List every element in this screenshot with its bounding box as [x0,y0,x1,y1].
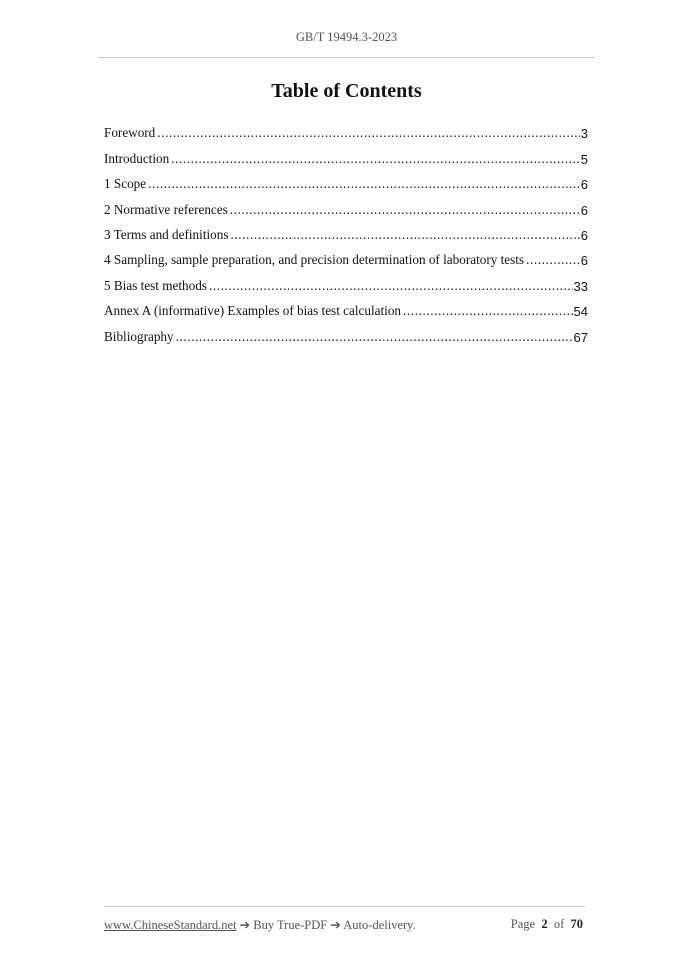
dot-leader [230,227,579,243]
page-title: Table of Contents [271,80,422,102]
dot-leader [403,303,573,319]
page-word: Page [510,917,536,931]
toc-entry-foreword[interactable] [104,116,588,141]
arrow-right-icon: ➔ [330,918,341,932]
toc-entry-label: Foreword [104,125,156,141]
arrow-right-icon: ➔ [239,918,251,932]
page-total: 70 [570,917,583,931]
toc-entry-page: 6 [580,177,588,193]
toc-entry-label: Introduction [104,150,170,166]
toc-entry-page: 3 [580,126,588,142]
toc-entry-page: 54 [573,304,588,320]
toc-entry-introduction[interactable] [104,141,588,166]
buy-true-pdf-text: Buy True-PDF [253,918,328,932]
toc-entry-normative-references[interactable] [104,192,588,217]
toc-entry-page: 67 [573,329,588,345]
running-header: GB/T 19494.3-2023 [295,30,398,44]
toc-entry-page: 6 [580,202,588,218]
page-current: 2 [541,917,548,931]
dot-leader [526,252,580,268]
toc-entry-label: 5 Bias test methods [104,277,207,293]
toc-entry-label: 3 Terms and definitions [104,226,229,242]
toc-entry-terms-and-definitions[interactable] [104,218,588,243]
toc-entry-label: 4 Sampling, sample preparation, and precision determination of laboratory tests [104,252,525,268]
toc-entry-bias-test-methods[interactable] [104,268,588,293]
toc-entry-page: 5 [580,151,588,167]
toc-entry-label: Annex A (informative) Examples of bias test calculation [104,303,402,319]
toc-entry-annex-a[interactable] [104,294,588,319]
dot-leader [209,278,573,294]
table-of-contents [104,116,588,345]
auto-delivery-text: Auto-delivery. [343,918,416,932]
dot-leader [171,151,580,167]
footer-promo [104,917,416,933]
dot-leader [230,202,580,218]
dot-leader [157,125,579,141]
toc-entry-label: 1 Scope [104,176,147,192]
toc-entry-page: 6 [580,253,588,269]
toc-entry-page: 6 [580,227,588,243]
of-word: of [553,917,565,931]
toc-entry-sampling[interactable] [104,243,588,268]
header-divider [98,57,595,58]
toc-entry-label: 2 Normative references [104,201,228,217]
footer-divider [104,906,585,907]
dot-leader [148,176,580,192]
toc-entry-label: Bibliography [104,328,174,344]
toc-entry-scope[interactable] [104,167,588,192]
page-indicator [511,917,583,932]
dot-leader [176,329,573,345]
site-link[interactable]: www.ChineseStandard.net [104,918,237,932]
toc-entry-bibliography[interactable] [104,319,588,344]
toc-entry-page: 33 [573,278,588,294]
